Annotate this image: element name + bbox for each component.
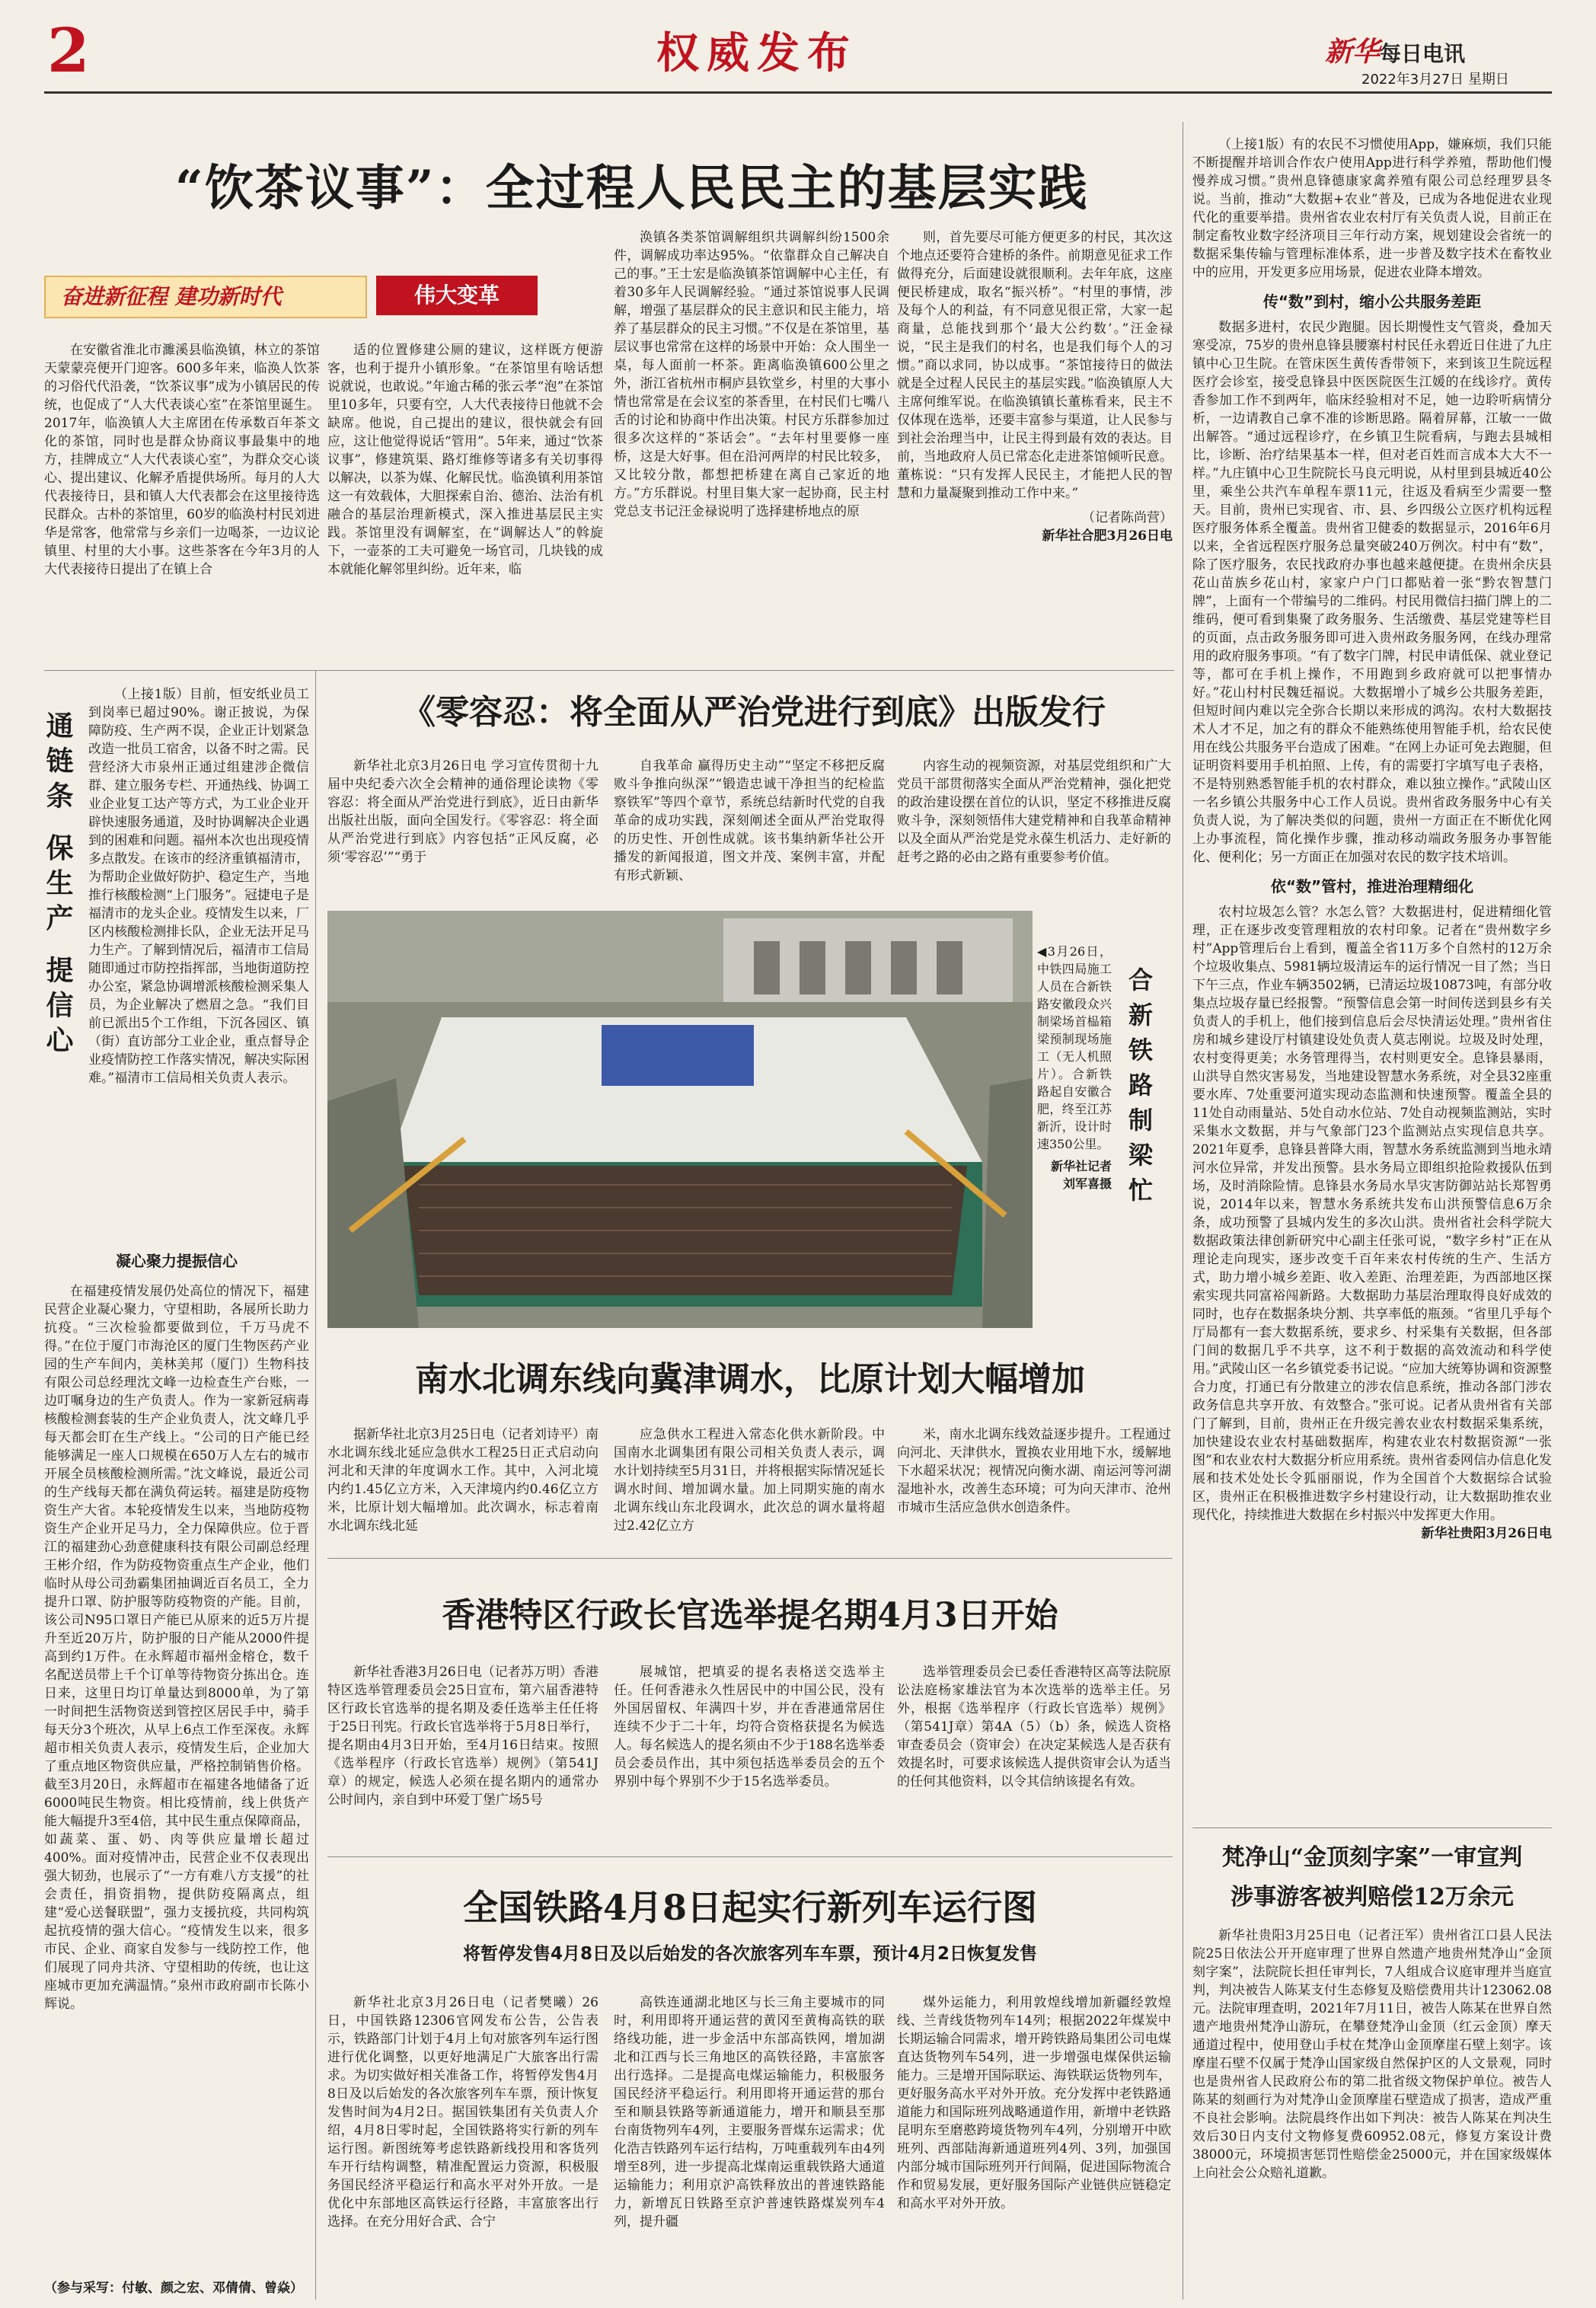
lead-col-2: 适的位置修建公厕的建议，这样既方便游客，也利于提升小镇形象。“在茶馆里有啥话想说就说，也敢说。”年逾古稀的张云孝“泡”在茶馆里10多年，只要有空，人大代表接待日他就不会缺席。他说，自己提出的建议，很快就会有回应，这让他觉得说话“管用”。5年来，通过“饮茶议事”，修建筑渠、路灯维修等诸多有关切事得以解决，以茶为媒、化解民忧。临涣镇利用茶馆这一有效载体，大胆探索自治、德治、法治有机融合的基层治理新模式，深入推进基层民主实践。茶馆里没有调解室，在“调解达人”的斡旋下，一壶茶的工夫可避免一场官司，几块钱的成本就能化解邻里纠纷。近年来，临: [327, 343, 603, 577]
photo-caption-text: ◀3月26日，中铁四局施工人员在合新铁路安徽段众兴制梁场首榀箱梁预制现场施工（无人机照片）。合新铁路起自安徽合肥，终至江苏新沂，设计时速350公里。: [1037, 944, 1112, 1151]
sidebar-vertical-title: 通链条 保生产 提信心: [42, 711, 74, 1061]
fanjing-headline-1: 梵净山“金顶刻字案”一审宣判: [1221, 1844, 1523, 1871]
right-para-2: 农村垃圾怎么管？水怎么管？大数据进村，促进精细化管理，正在逐步改变管理粗放的农村印象。记者在“贵州数字乡村”App管理后台上看到，覆盖全省11万多个自然村的12万余个垃圾收集点、5981辆垃圾清运车的运行情况一目了然；当日下午三点，作业车辆3502辆，已清运垃圾10873吨，有部分收集点垃圾存量已经报警。“预警信息会第一时间传送到县乡有关负责人的手机上，他们接到信息后会尽快清运处理。”贵州省住房和城乡建设厅村镇建设处负责人莫志刚说。垃圾及时处理，农村变得更美；水务管理得当，农村则更安全。息锋县暴雨，山洪导自然灾害易发，当地建设智慧水务系统，对全县32座重要水库、7处重要河道实现动态监测和快速预警。覆盖全县的11处自动雨量站、5处自动水位站、7处自动视频监测站，实时采集水文数据，并与气象部门23个监测站点实现信息共享。2021年夏季，息锋县普降大雨，智慧水务系统监测到当地永靖河水位异常，并发出预警。县水务局立即组织抢险救援队伍到场，及时消除险情。息锋县水务局水旱灾害防御站站长郑智勇说，2014年以来，智慧水务系统共发布山洪预警信息6万余条，成功预警了县城内发生的多次山洪。贵州省社会科学院大数据政策法律创新研究中心副主任张可说，“数字乡村”正在从理论走向现实，逐步改变千百年来农村传统的生产、生活方式，助力增小城乡差距、收入差距、治理差距，为西部地区探索实现共同富裕闯新路。大数据助力基层治理取得良好成效的同时，也存在数据条块分割、共享率低的瓶颈。“省里几乎每个厅局都有一套大数据系统，要求乡、村采集有关数据，但各部门间的数据几乎不共享，这不利于数据的高效流动和科学使用。”武陵山区一名乡镇党委书记说。“应加大统筹协调和资源整合力度，打通已有分散建立的涉农信息系统，推动各部门涉农政务信息共享开放、有效整合。”张可说。记者从贵州省有关部门了解到，目前，贵州正在升级完善农业农村数据采集系统，加快建设农业农村基础数据库，构建农业农村数据资源“一张图”和农业农村大数据分析应用系统。贵州省委网信办信息化发展和技术处处长令狐丽丽说，作为全国首个大数据综合试验区，贵州正在积极推进数字乡村建设行动，让大数据助推农业现代化，持续推进大数据在乡村振兴中发挥更大作用。: [1192, 905, 1552, 1523]
brand-red: 新华: [1325, 36, 1381, 68]
rail-col-1: 新华社北京3月26日电（记者樊曦）26日，中国铁路12306官网发布公告，公告表示，铁路部门计划于4月上旬对旅客列车运行图进行优化调整，以更好地满足广大旅客出行需求。为切实做好相关准备工作，将暂停发售4月8日及以后始发的各次旅客列车车票，预计恢复发售时间为4月2日。据国铁集团有关负责人介绍，4月8日零时起，全国铁路将实行新的列车运行图。新图统筹考虑铁路新线投用和客货列车开行结构调整，精准配置运力资源，积极服务国民经济平稳运行和高水平对外开放。一是优化中东部地区高铁运行径路，丰富旅客出行选择。在充分用好合武、合宁: [327, 1995, 598, 2230]
zero-col-3: 内容生动的视频资源，对基层党组织和广大党员干部贯彻落实全面从严治党精神，强化把党的政治建设摆在首位的认识，坚定不移推进反腐败斗争，深刻领悟伟大建党精神和自我革命精神以及全面从严治党是党永葆生机活力、走好新的赶考之路的必由之路有重要参考价值。: [897, 758, 1171, 865]
sidebar-vertical-rule: [315, 670, 316, 2300]
sidebar-top: （上接1版）目前，恒安纸业员工到岗率已超过90%。谢正披说，为保障防疫、生产两不误，企业正计划紧急改造一批员工宿舍，以备不时之需。民营经济大市泉州正通过组建涉企微信群、建立服务专栏、开通热线、协调工业企业复工达产等方式，为工业企业开辟快速服务通道，及时协调解决企业遇到的困难和问题。福州本次也出现疫情多点散发。在该市的经济重镇福清市，为帮助企业做好防护、稳定生产，当地推行核酸检测“上门服务”。冠捷电子是福清市的龙头企业。疫情发生以来，厂区内核酸检测排长队，企业无法开足马力生产。了解到情况后，福清市工信局随即通过市防控指挥部，当地街道防控办公室，紧急协调增派核酸检测采集人员，为企业解决了燃眉之急。“我们目前已派出5个工作组，下沉各园区、镇（街）直访部分工业企业，重点督导企业疫情防控工作落实情况，解决实际困难。”福清市工信局相关负责人表示。: [88, 687, 309, 1086]
lead-dateline: 新华社合肥3月26日电: [1042, 528, 1173, 544]
photo-credit-1: 新华社记者: [1050, 1159, 1112, 1173]
photo-caption: [1037, 943, 1112, 1192]
lead-col-4: 则，首先要尽可能方便更多的村民，其次这个地点还要符合建桥的条件。前期意见征求工作做得充分，后面建设就很顺利。去年年底，这座便民桥建成，取名“振兴桥”。“村里的事情，涉及每个人的利益，有不同意见很正常，大家一起商量，总能找到那个‘最大公约数’。”汪金禄说，“民主是我们的村名，也是我们每个人的习惯。”商以求同，协以成事。“茶馆接待日的做法就是全过程人民民主的基层实践。”临涣镇原人大主席何维军说。在临涣镇镇长董栋看来，民主不仅体现在选举，还要丰富参与渠道，让人民参与到社会治理当中，让民主得到最有效的表达。目前，当地政府人员已常态化走进茶馆倾听民意。董栋说：“只有发挥人民民主，才能把人民的智慧和力量凝聚到推动工作中来。” （记者陈尚营） 新华社合肥3月26日电: [897, 230, 1173, 544]
fanjing-body: 新华社贵阳3月25日电（记者汪军）贵州省江口县人民法院25日依法公开开庭审理了世界自然遗产地贵州梵净山“金顶刻字案”，法院院长担任审判长，7人组成合议庭审理并当庭宣判，判决被告人陈某支付生态修复及赔偿费用共计123062.08元。法院审理查明，2021年7月11日，被告人陈某在世界自然遗产地贵州梵净山游玩，在攀登梵净山金顶（红云金顶）摩天通道过程中，使用登山手杖在梵净山金顶摩崖石壁上刻字。该摩崖石壁不仅属于梵净山国家级自然保护区的人文景观，同时也是贵州省人民政府公布的第二批省级文物保护单位。被告人陈某的刻画行为对梵净山金顶摩崖石壁造成了损害，造成严重不良社会影响。法院晨终作出如下判决：被告人陈某在判决生效后30日内支付文物修复费60952.08元，修复方案设计费38000元，环境损害惩罚性赔偿金25000元，并在国家级媒体上向社会公众赔礼道歉。: [1192, 1928, 1552, 2181]
water-col-2: 应急供水工程进入常态化供水新阶段。中国南水北调集团有限公司相关负责人表示，调水计划持续至5月31日，并将根据实际情况延长调水时间、增加调水量。加上同期实施的南水北调东线山东北段调水，此次总的调水量将超过2.42亿立方: [614, 1427, 885, 1534]
hk-headline: 香港特区行政长官选举提名期4月3日开始: [442, 1596, 1058, 1635]
fanjing-headline-2: 涉事游客被判赔偿12万余元: [1231, 1884, 1514, 1911]
banner-text: 奋进新征程 建功新时代: [61, 284, 282, 309]
rail-col-2: 高铁连通湖北地区与长三角主要城市的同时，利用即将开通运营的黄冈至黄梅高铁的联络线功能，进一步金活中东部高铁网，增加湖北和江西与长三角地区的高铁径路，丰富旅客出行选择。二是提高电煤运输能力，积极服务国民经济平稳运行。利用即将开通运营的那台至和顺县铁路等新通道能力，增开和顺县至那台南货物列车4列，主要服务晋煤东运需求；优化浩吉铁路列车运行结构，万吨重载列车由4列增至8列，进一步提高北煤南运重载铁路大通道运输能力；利用京沪高铁释放出的普速铁路能力，新增瓦日铁路至京沪普速铁路煤炭列车4列，提升疆: [614, 1995, 885, 2230]
lead-author: （记者陈尚营）: [1082, 510, 1173, 525]
water-col-3: 米，南水北调东线效益逐步提升。工程通过向河北、天津供水，置换农业用地下水，缓解地下水超采状况；视情况向衡水湖、南运河等河湖湿地补水，改善生态环境；可为向天津市、沧州市城市生活应急供水创造条件。: [897, 1427, 1171, 1515]
rail-col-3: 煤外运能力，利用敦煌线增加新疆经敦煌线、兰青线货物列车14列；根据2022年煤炭中长期运输合同需求，增开跨铁路局集团公司电煤直达货物列车54列，进一步增强电煤保供运输能力。三是增开国际联运、海铁联运货物列车，更好服务高水平对外开放。充分发挥中老铁路通道能力和国际班列战略通道作用，新增中老铁路昆明东至磨憨跨境货物列车4列，分别增开中欧班列、西部陆海新通道班列4列、3列，加强国内部分城市国际班列开行间隔，促进国际物流合作和贸易发展，更好服务国际产业链供应链稳定和高水平对外开放。: [897, 1995, 1171, 2211]
water-col-1: 据新华社北京3月25日电（记者刘诗平）南水北调东线北延应急供水工程25日正式启动向河北和天津的年度调水工作。其中，入河北境内约1.45亿立方米，入天津境内约0.46亿立方米，比原计划大幅增加。此次调水，标志着南水北调东线北延: [327, 1427, 598, 1534]
lead-col-3: 涣镇各类茶馆调解组织共调解纠纷1500余件，调解成功率达95%。“依靠群众自己解决自己的事。”王士宏是临涣镇茶馆调解中心主任，有着30多年人民调解经验。“通过茶馆说事人民调解，增强了基层群众的民主意识和民主能力，培养了基层群众的民主习惯。”不仅是在茶馆里，基层议事也常常在这样的场景中开始：众人围坐一桌，每人面前一杯茶。距离临涣镇600公里之外，浙江省杭州市桐庐县钦堂乡，村里的大事小情也常常是在会议室的茶香里，在村民们七嘴八舌的讨论和协商中作出决策。村民方乐群参加过很多次这样的“茶话会”。“去年村里要修一座桥，这是大好事。但在沿河两岸的村民比较多，又比较分散，都想把桥建在离自己家近的地方。”方乐群说。村里目集大家一起协商，民主村党总支书记汪金禄说明了选择建桥地点的原: [614, 230, 889, 519]
masthead-rule: [44, 91, 1552, 94]
zero-col-2: 自我革命 赢得历史主动”“坚定不移把反腐败斗争推向纵深”“锻造忠诚干净担当的纪检监察铁军”等四个章节，系统总结新时代党的自我革命的成功实践，深刻阐述全面从严治党取得的历史性、开创性成就。该书集纳新华社公开播发的新闻报道，图文并茂、案例丰富，并配有形式新颖、: [614, 758, 885, 883]
banner-tag: 伟大变革: [376, 276, 538, 315]
hk-col-3: 选举管理委员会已委任香港特区高等法院原讼法庭杨家雄法官为本次选举的选举主任。另外，根据《选举程序（行政长官选举）规例》（第541J章）第4A（5）（b）条，候选人资格审查委员会（资审会）在决定某候选人是否获有效提名时，可要求该候选人提供资审会认为适当的任何其他资料，以令其信纳该提名有效。: [897, 1665, 1171, 1789]
right-column: [1192, 136, 1552, 2100]
right-subhead-2: 依“数”管村，推进治理精细化: [1270, 877, 1474, 895]
right-subhead-1: 传“数”到村，缩小公共服务差距: [1262, 292, 1482, 311]
photo-credit-2: 刘军喜摄: [1062, 1176, 1112, 1191]
water-bottom-rule: [327, 1558, 1173, 1559]
photo-vertical-title: 合新铁路制梁忙: [1125, 967, 1154, 1212]
sidebar-body: 在福建疫情发展仍处高位的情况下，福建民营企业凝心聚力，守望相助，各展所长助力抗疫。“三次检验都要做到位，千万马虎不得。”在位于厦门市海沧区的厦门生物医药产业园的生产车间内，美林美邦（厦门）生物科技有限公司总经理沈文峰一边检查生产台账，一边叮嘱身边的生产负责人。作为一家新冠病毒核酸检测套装的生产企业负责人，沈文峰几乎每天都会盯在生产线上。“公司的日产能已经能够满足一座人口规模在650万人左右的城市开展全员核酸检测所需。”沈文峰说，最近公司的生产线每天都在满负荷运转。福建是防疫物资生产大省。本轮疫情发生以来，当地防疫物资生产企业开足马力，全力保障供应。位于晋江的福建劲心劲意健康科技有限公司副总经理王彬介绍，作为防疫物资重点生产企业，他们临时从母公司劲霸集团抽调近百名员工，全力提升口罩、防护服等防疫物资的产能。目前，该公司N95口罩日产能已从原来的近5万片提升至近20万片，防护服的日产能从2000件提高到约1万件。在永辉超市福州金榕仓，数千名配送员带上千个订单等待物资分拣出仓。连日来，这里日均订单量达到8000单，为了第一时间把生活物资送到管控区居民手中，骑手每天分3个班次，从早上6点工作至深夜。永辉超市相关负责人表示，疫情发生后，企业加大了重点地区物资供应量，严格控制销售价格。截至3月20日，永辉超市在福建各地储备了近6000吨民生物资。相比疫情前，线上供货产能大幅提升3至4倍，其中民生重点保障商品，如蔬菜、蛋、奶、肉等供应量增长超过400%。面对疫情冲击，民营企业不仅表现出强大韧劲，也展示了“一方有难八方支援”的社会责任，捐资捐物，提供防疫隔离点，组建“爱心送餐联盟”，强力支援抗疫，共同构筑起抗疫情的强大信心。“疫情发生以来，很多市民、企业、商家自发参与一线防控工作，他们展现了同舟共济、守望相助的传统，也让这座城市更加充满温情。”泉州市政府副市长陈小辉说。: [44, 1284, 309, 2012]
right-intro: （上接1版）有的农民不习惯使用App，嫌麻烦，我们只能不断提醒并培训合作农户使用App进行科学养殖，帮助他们慢慢养成习惯。”贵州息锋德康家禽养殖有限公司总经理罗县冬说。当前，推动“大数据+农业”普及，已成为各地促进农业现代化的重要举措。贵州省农业农村厅有关负责人说，目前正在制定畜牧业数字经济项目三年行动方案，规划建设会省统一的数据采集传输与管理标准体系，进一步普及数字技术在畜牧业中的应用，开发更多应用场景，促进农业降本增效。: [1192, 137, 1552, 280]
rail-headline: 全国铁路4月8日起实行新列车运行图: [462, 1887, 1037, 1928]
hk-col-2: 展城馆，把填妥的提名表格送交选举主任。任何香港永久性居民中的中国公民，没有外国居留权、年满四十岁，并在香港通常居住连续不少于二十年，均符合资格获提名为候选人。每名候选人的提名须由不少于188名选举委员会委员作出，其中须包括选举委员会的五个界别中每个界别不少于15名选举委员。: [614, 1665, 885, 1789]
zero-col-1: 新华社北京3月26日电 学习宣传贯彻十九届中央纪委六次全会精神的通俗理论读物《零容忍：将全面从严治党进行到底》，近日由新华出版社出版，面向全国发行。《零容忍：将全面从严治党进行到底》内容包括“正风反腐，必须‘零容忍’”“勇于: [327, 758, 598, 865]
section-title: 权威发布: [656, 28, 857, 78]
rail-subhead: 将暂停发售4月8日及以后始发的各次旅客列车车票，预计4月2日恢复发售: [462, 1944, 1037, 1964]
hk-bottom-rule: [327, 1856, 1173, 1857]
water-headline: 南水北调东线向冀津调水，比原计划大幅增加: [415, 1360, 1085, 1399]
sidebar-subhead: 凝心聚力提振信心: [116, 1252, 238, 1270]
hk-col-1: 新华社香港3月26日电（记者苏万明）香港特区选举管理委员会25日宣布，第六届香港特区行政长官选举的提名期及委任选举主任任将于25日刊宪。行政长官选举将于5月8日举行，提名期由4月3日开始，至4月16日结束。按照《选举程序（行政长官选举）规例》（第541J章）的规定，候选人必须在提名期内的通常办公时间内，亲自到中环爱丁堡广场5号: [327, 1665, 598, 1808]
sidebar-credits: （参与采写：付敏、颜之宏、邓倩倩、曾焱）: [44, 2281, 303, 2296]
brand-logo: [1325, 30, 1465, 69]
page-number: 2: [47, 14, 90, 86]
railway-photo: [327, 911, 1033, 1328]
lead-col-1: 在安徽省淮北市濉溪县临涣镇，林立的茶馆天蒙蒙亮便开门迎客。600多年来，临涣人饮茶的习俗代代沿袭，“饮茶议事”成为小镇居民的传统，也促成了“人大代表谈心室”在茶馆里诞生。2017年，临涣镇人大主席团在传承数百年茶文化的茶馆，同时也是群众协商议事最集中的地方，挂牌成立“人大代表谈心室”，为群众交心谈心、提出建议、化解矛盾提供场所。每月的人大代表接待日，县和镇人大代表都会在这里接待选民群众。古朴的茶馆里，60岁的临涣村村民刘进华是常客，他常常与乡亲们一边喝茶，一边议论镇里、村里的大小事。这些茶客在今年3月的人大代表接待日提出了在镇上合: [44, 343, 320, 577]
zero-headline: 《零容忍：将全面从严治党进行到底》出版发行: [402, 693, 1106, 732]
construction-site-illustration: [327, 911, 1033, 1328]
lead-headline: “饮茶议事”：全过程人民民主的基层实践: [175, 160, 1089, 217]
lead-bottom-rule: [44, 670, 1174, 671]
lead-banner: [44, 276, 367, 318]
right-dateline: 新华社贵阳3月26日电: [1421, 1526, 1552, 1541]
brand-black: 每日电讯: [1380, 41, 1466, 66]
issue-date: 2022年3月27日 星期日: [1361, 72, 1509, 88]
right-para-1: 数据多进村，农民少跑腿。因长期慢性支气管炎，叠加天寒受凉，75岁的贵州息锋县腰寨村村民任永碧近日住进了九庄镇中心卫生院。在管床医生黄传香带领下，来到该卫生院远程医疗会诊室，接受息锋县中医医院医生江媛的在线诊疗。黄传香参加工作不到两年，临床经验相对不足，她一边聆听病情分析，一边请教自己拿不准的诊断思路。隔着屏幕，江敏一一做出解答。“通过远程诊疗，在乡镇卫生院看病，与跑去县城相比，诊断、治疗结果基本一样，但对老百姓而言成本大大不一样。”九庄镇中心卫生院院长马良元明说，从村里到县城近40公里，乘坐公共汽车单程车票11元，往返及看病至少需要一整天。目前，贵州已实现省、市、县、乡四级公立医疗机构远程医疗服务体系全覆盖。贵州省卫健委的数据显示，2016年6月以来，全省远程医疗服务总量突破240万例次。村中有“数”，除了医疗服务，农民找政府办事也越来越便捷。在贵州余庆县花山苗族乡花山村，家家户户门口都贴着一张“黔农智慧门牌”，上面有一个带编号的二维码。村民用微信扫描门牌上的二维码，便可看到集聚了政务服务、生活缴费、基层党建等栏目的页面，点击政务服务即可进入贵州政务服务网，在线办理常用的政府服务事项。“有了数字门牌，村民申请低保、就业登记等，都可在手机上操作，不用跑到乡政府就可以把事情办好。”花山村村民魏廷福说。大数据增小了城乡公共服务差距，但短时间内难以完全弥合长期以来形成的鸿沟。农村大数据技术人才不足，加之有的群众不能熟练使用智能手机，给农民使用在线公共服务平台造成了困难。“在网上办证可免去跑腿，但证明资料要用手机拍照、上传，有的需要打字填写电子表格，不是特别熟悉智能手机的农村群众，难以独立操作。”武陵山区一名乡镇公共服务中心工作人员说。贵州省政务服务中心有关负责人说，为了解决类似的问题，贵州一方面正在不断优化网上办事流程，简化操作步骤，推动移动端政务服务办事智能化、便利化；另一方面正在加强对农民的数字技术培训。: [1192, 320, 1552, 865]
